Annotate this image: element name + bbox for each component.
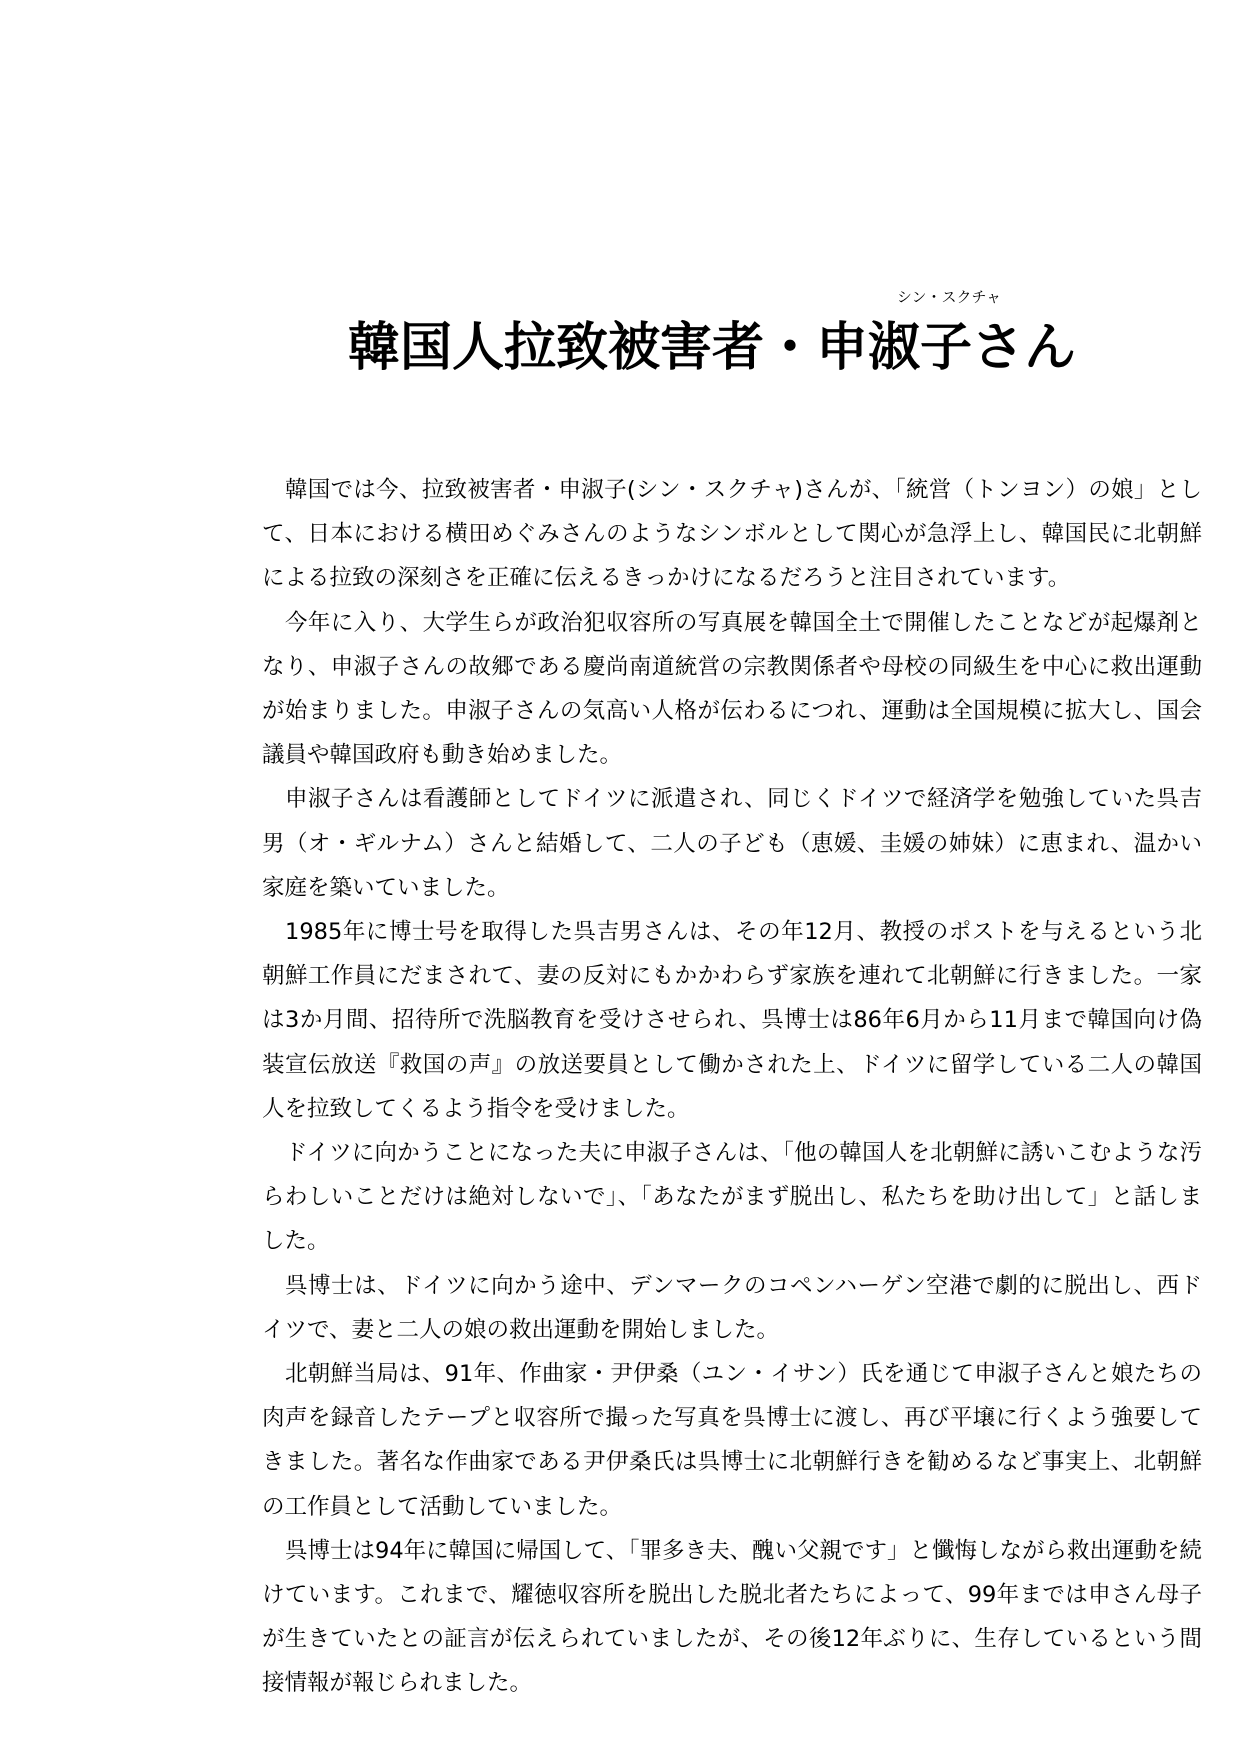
paragraph-2: 今年に入り、大学生らが政治犯収容所の写真展を韓国全土で開催したことなどが起爆剤となり、申淑子さんの故郷である慶尚南道統営の宗教関係者や母校の同級生を中心に救出運動が始まりました。申淑子さんの気高い人格が伝わるにつれ、運動は全国規模に拡大し、国会議員や韓国政府も動き始めました。 [262, 609, 1202, 769]
title-ruby: シン・スクチャ [896, 288, 1002, 306]
paragraph-1: 韓国では今、拉致被害者・申淑子(シン・スクチャ)さんが、「統営（トンヨン）の娘」として、日本における横田めぐみさんのようなシンボルとして関心が急浮上し、韓国民に北朝鮮による拉致の深刻さを正確に伝えるきっかけになるだろうと注目されています。 [262, 477, 1202, 592]
page-title: 韓国人拉致被害者・申淑子さん [348, 318, 1077, 378]
title-block [348, 288, 1148, 398]
article-body [262, 468, 1202, 1706]
paragraph-5: ドイツに向かうことになった夫に申淑子さんは、「他の韓国人を北朝鮮に誘いこむような汚らわしいことだけは絶対しないで」、「あなたがまず脱出し、私たちを助け出して」と話しました。 [262, 1140, 1202, 1255]
paragraph-6: 呉博士は、ドイツに向かう途中、デンマークのコペンハーゲン空港で劇的に脱出し、西ドイツで、妻と二人の娘の救出運動を開始しました。 [262, 1272, 1202, 1343]
paragraph-3: 申淑子さんは看護師としてドイツに派遣され、同じくドイツで経済学を勉強していた呉吉男（オ・ギルナム）さんと結婚して、二人の子ども（恵媛、圭媛の姉妹）に恵まれ、温かい家庭を築いていました。 [262, 786, 1202, 901]
paragraph-8: 呉博士は94年に韓国に帰国して、「罪多き夫、醜い父親です」と懺悔しながら救出運動を続けています。これまで、耀徳収容所を脱出した脱北者たちによって、99年までは申さん母子が生きていたとの証言が伝えられていましたが、その後12年ぶりに、生存しているという間接情報が報じられました。 [262, 1537, 1202, 1697]
paragraph-4: 1985年に博士号を取得した呉吉男さんは、その年12月、教授のポストを与えるという北朝鮮工作員にだまされて、妻の反対にもかかわらず家族を連れて北朝鮮に行きました。一家は3か月間、招待所で洗脳教育を受けさせられ、呉博士は86年6月から11月まで韓国向け偽装宣伝放送『救国の声』の放送要員として働かされた上、ドイツに留学している二人の韓国人を拉致してくるよう指令を受けました。 [262, 919, 1202, 1122]
paragraph-7: 北朝鮮当局は、91年、作曲家・尹伊桑（ユン・イサン）氏を通じて申淑子さんと娘たちの肉声を録音したテープと収容所で撮った写真を呉博士に渡し、再び平壌に行くよう強要してきました。著名な作曲家である尹伊桑氏は呉博士に北朝鮮行きを勧めるなど事実上、北朝鮮の工作員として活動していました。 [262, 1361, 1202, 1520]
